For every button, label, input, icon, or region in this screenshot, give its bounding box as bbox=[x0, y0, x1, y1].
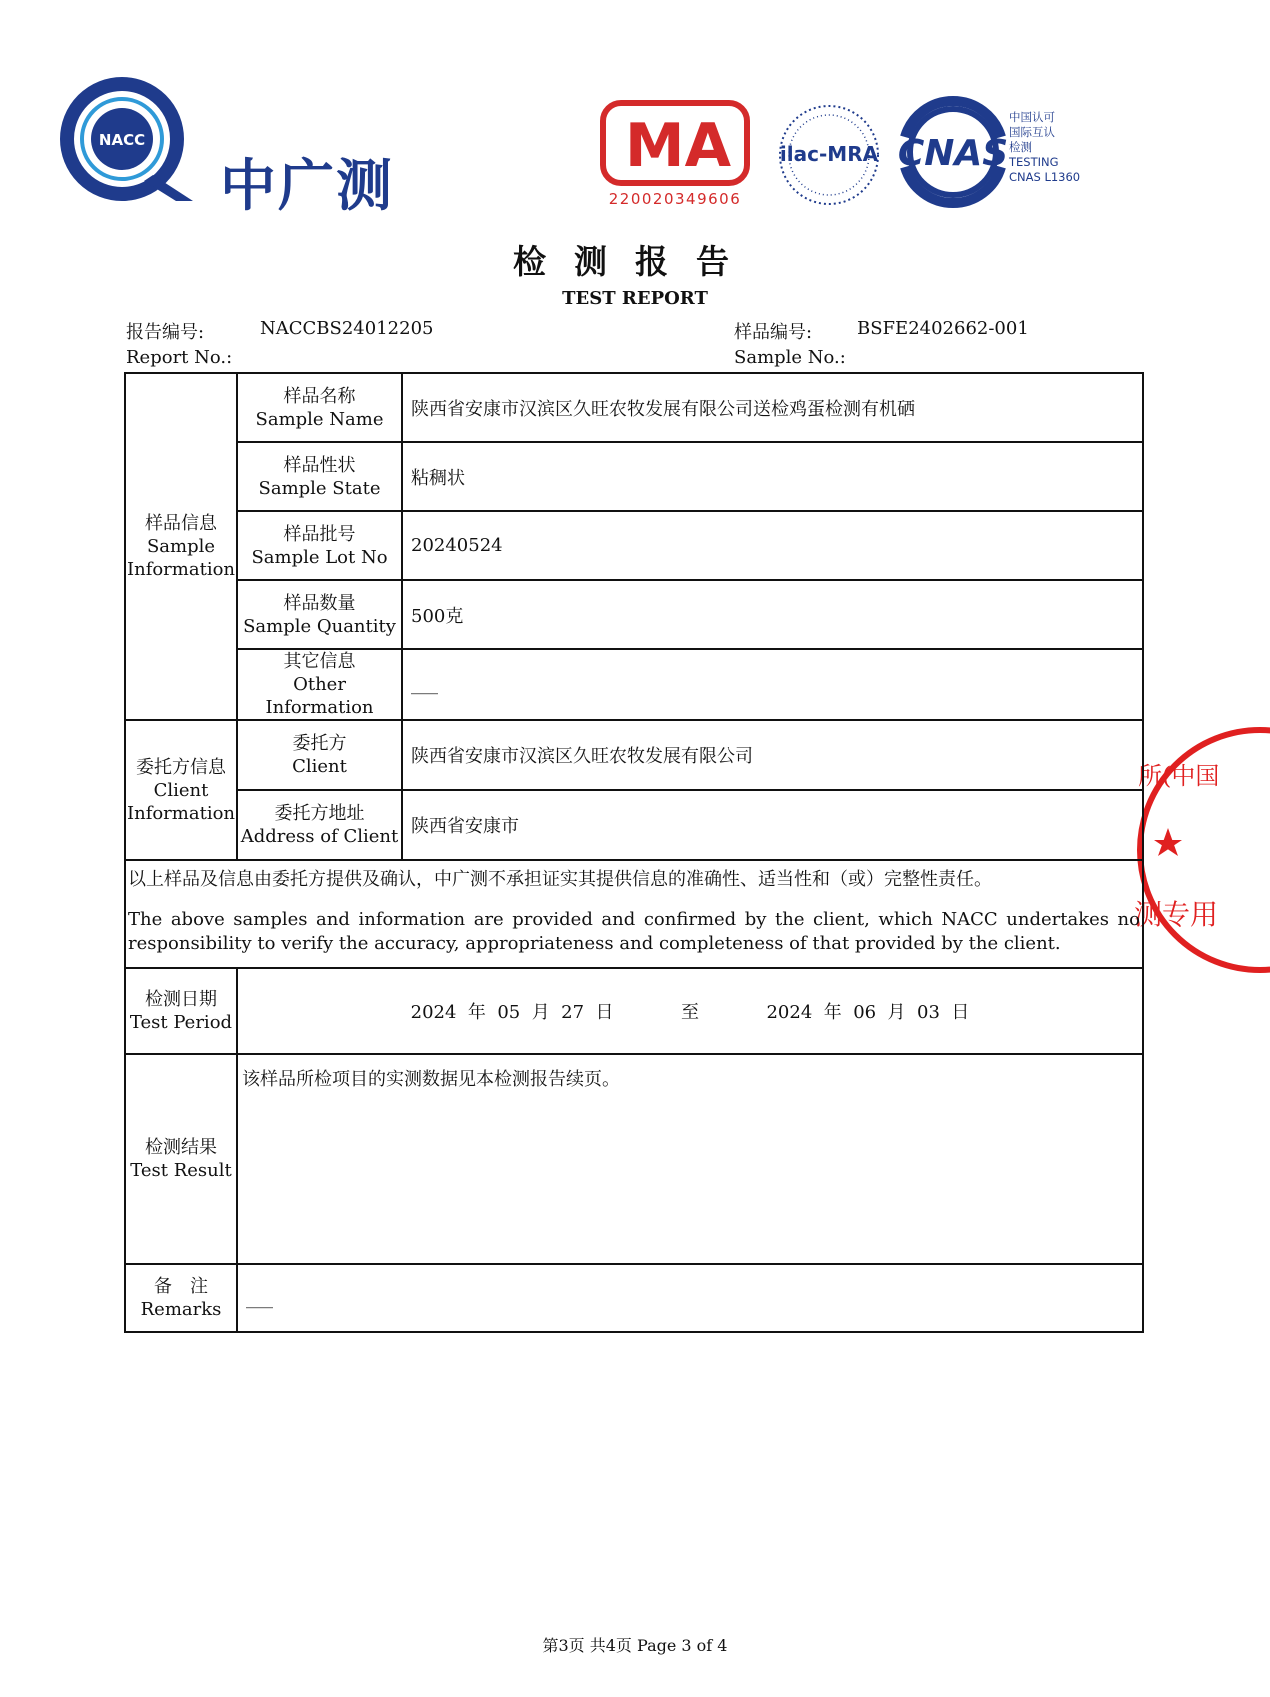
field-label-cn: 委托方地址 bbox=[274, 803, 365, 824]
month-char: 月 bbox=[531, 1002, 550, 1023]
test-result-label bbox=[125, 1054, 237, 1264]
group-label-en: Sample bbox=[146, 536, 216, 557]
report-no-label-en: Report No.: bbox=[126, 347, 233, 368]
client-value: 陕西省安康市汉滨区久旺农牧发展有限公司 bbox=[402, 720, 1143, 790]
field-label-cn: 检测结果 bbox=[145, 1137, 217, 1158]
field-label-en: Sample State bbox=[258, 477, 381, 499]
report-no-value: NACCBS24012205 bbox=[260, 318, 434, 339]
field-label-en: Sample Name bbox=[255, 408, 384, 430]
table-row bbox=[125, 790, 1143, 860]
page-footer: 第3页 共4页 Page 3 of 4 bbox=[542, 1636, 728, 1655]
field-label-cn: 样品名称 bbox=[283, 385, 356, 407]
field-label-en: Address of Client bbox=[240, 826, 399, 847]
field-label-en: Client bbox=[292, 756, 347, 777]
month-char: 月 bbox=[887, 1002, 906, 1023]
field-label-cn: 委托方 bbox=[292, 733, 347, 754]
table-row bbox=[125, 442, 1143, 511]
sample-no-value: BSFE2402662-001 bbox=[857, 318, 1029, 339]
nacc-logo-icon bbox=[58, 75, 193, 210]
test-result-value: 该样品所检项目的实测数据见本检测报告续页。 bbox=[237, 1054, 1143, 1264]
group-label-en: Client bbox=[153, 779, 209, 801]
sample-lot-value: 20240524 bbox=[402, 511, 1143, 580]
table-row bbox=[125, 580, 1143, 649]
group-label-en: Information bbox=[126, 802, 236, 824]
field-label-cn: 样品批号 bbox=[283, 523, 356, 545]
disclaimer-en: The above samples and information are provided and confirmed by the client, which NACC undertakes no responsibility to verify the accuracy, appropriateness and completeness of that provided by the client. bbox=[128, 909, 1140, 954]
report-title-en: TEST REPORT bbox=[562, 288, 708, 309]
seal-text-bottom: 测专用 bbox=[1134, 898, 1219, 931]
sample-state-value: 粘稠状 bbox=[402, 442, 1143, 511]
field-label bbox=[237, 373, 402, 442]
report-no-label-cn: 报告编号: bbox=[126, 322, 205, 343]
field-label bbox=[237, 790, 402, 860]
year-char: 年 bbox=[467, 1002, 486, 1023]
field-label-en: Other Information bbox=[265, 674, 374, 718]
cnas-line: CNAS L1360 bbox=[1009, 170, 1081, 184]
remarks-value: ___ bbox=[237, 1264, 1143, 1332]
sample-info-group-label bbox=[125, 373, 237, 720]
field-label-cn: 其它信息 bbox=[283, 651, 356, 672]
field-label bbox=[237, 511, 402, 580]
day-char: 日 bbox=[595, 1002, 614, 1023]
cnas-line: 中国认可 bbox=[1009, 110, 1055, 124]
table-row bbox=[125, 720, 1143, 790]
nacc-logo-text: NACC bbox=[98, 131, 146, 149]
year-char: 年 bbox=[823, 1002, 842, 1023]
group-label-cn: 样品信息 bbox=[145, 513, 217, 534]
cnas-accreditation-text bbox=[1009, 110, 1080, 185]
client-address-value: 陕西省安康市 bbox=[402, 790, 1143, 860]
cma-logo-icon bbox=[600, 100, 750, 210]
client-info-group-label bbox=[125, 720, 237, 860]
cnas-line: 国际互认 bbox=[1009, 125, 1055, 139]
cma-letters: MA bbox=[624, 111, 732, 181]
disclaimer-cn: 以上样品及信息由委托方提供及确认，中广测不承担证实其提供信息的准确性、适当性和（或）完整性责任。 bbox=[128, 869, 992, 890]
field-label-cn: 样品数量 bbox=[283, 592, 356, 614]
report-table bbox=[124, 372, 1144, 1333]
other-info-value: ___ bbox=[402, 649, 1143, 720]
day-char: 日 bbox=[951, 1002, 970, 1023]
sample-name-value: 陕西省安康市汉滨区久旺农牧发展有限公司送检鸡蛋检测有机硒 bbox=[402, 373, 1143, 442]
report-title-cn: 检测报告 bbox=[513, 242, 757, 281]
disclaimer bbox=[125, 860, 1143, 968]
remarks-label bbox=[125, 1264, 237, 1332]
to-char: 至 bbox=[681, 1002, 699, 1023]
end-day: 03 bbox=[917, 1002, 940, 1023]
sample-no-label-cn: 样品编号: bbox=[734, 322, 813, 343]
table-row bbox=[125, 968, 1143, 1054]
cnas-line: 检测 bbox=[1009, 140, 1032, 154]
seal-text-top: 所(中国 bbox=[1138, 762, 1220, 790]
end-month: 06 bbox=[853, 1002, 877, 1023]
field-label bbox=[237, 649, 402, 720]
table-row bbox=[125, 373, 1143, 442]
table-row bbox=[125, 860, 1143, 968]
ilac-text: ilac-MRA bbox=[779, 142, 879, 166]
start-year: 2024 bbox=[410, 1002, 457, 1023]
field-label-cn: 备 注 bbox=[154, 1276, 208, 1297]
table-row bbox=[125, 649, 1143, 720]
field-label-en: Remarks bbox=[140, 1299, 222, 1320]
table-row bbox=[125, 1264, 1143, 1332]
field-label bbox=[237, 720, 402, 790]
group-label-en: Information bbox=[126, 559, 236, 580]
sample-no-label-en: Sample No.: bbox=[734, 347, 846, 368]
field-label-cn: 检测日期 bbox=[145, 989, 217, 1010]
field-label-en: Test Result bbox=[130, 1160, 232, 1181]
field-label-en: Sample Quantity bbox=[243, 615, 396, 637]
sample-quantity-value: 500克 bbox=[402, 580, 1143, 649]
table-row bbox=[125, 511, 1143, 580]
field-label-cn: 样品性状 bbox=[283, 454, 356, 476]
field-label-en: Sample Lot No bbox=[251, 546, 388, 568]
end-year: 2024 bbox=[766, 1002, 813, 1023]
table-row bbox=[125, 1054, 1143, 1264]
cnas-text: CNAS bbox=[897, 133, 1009, 174]
field-label-en: Test Period bbox=[129, 1012, 233, 1033]
cnas-line: TESTING bbox=[1009, 155, 1059, 169]
brand-name: 中广测 bbox=[220, 154, 394, 219]
test-period-label bbox=[125, 968, 237, 1054]
field-label bbox=[237, 442, 402, 511]
ilac-mra-logo-icon bbox=[777, 103, 881, 207]
start-day: 27 bbox=[561, 1002, 585, 1023]
cnas-logo-icon bbox=[897, 105, 1009, 200]
start-month: 05 bbox=[497, 1002, 521, 1023]
field-label bbox=[237, 580, 402, 649]
test-period-value bbox=[237, 968, 1143, 1054]
cma-number: 220020349606 bbox=[608, 190, 742, 208]
group-label-cn: 委托方信息 bbox=[136, 756, 226, 778]
